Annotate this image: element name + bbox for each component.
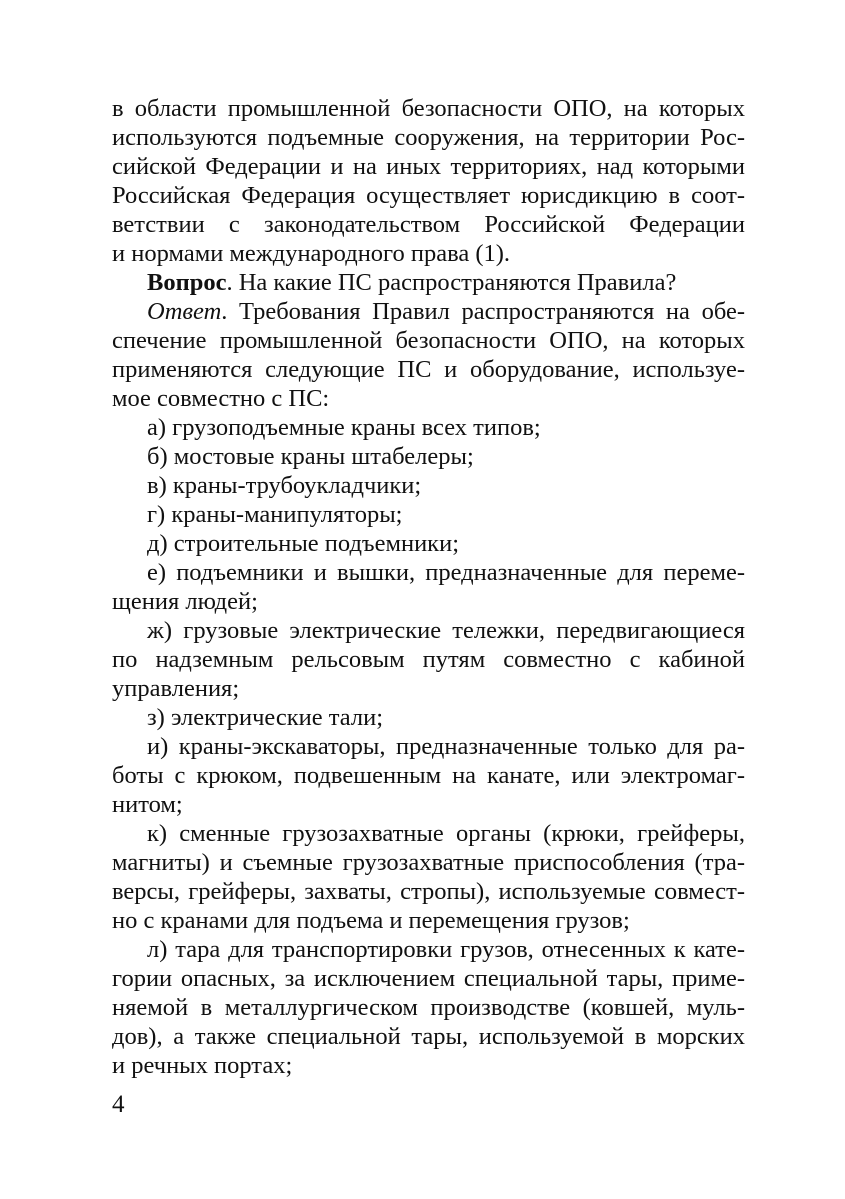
text-line: сийской Федерации и на иных территориях, над которыми — [112, 153, 745, 180]
list-item-k — [112, 819, 745, 935]
list-item-a — [112, 413, 745, 442]
question-label: Вопрос — [147, 269, 227, 296]
text-line: а) грузоподъемные краны всех типов; — [147, 414, 541, 441]
text-line: и) краны-экскаваторы, предназначенные только для ра- — [147, 733, 745, 760]
text-line: в области промышленной безопасности ОПО, на которых — [112, 95, 745, 122]
text-line: используются подъемные сооружения, на территории Рос- — [112, 124, 745, 151]
text-line — [112, 297, 745, 326]
answer-label: Ответ — [147, 298, 222, 325]
list-item-b — [112, 442, 745, 471]
text-line: г) краны-манипуляторы; — [147, 501, 403, 528]
intro-paragraph — [112, 94, 745, 268]
text-line: боты с крюком, подвешенным на канате, или электромаг- — [112, 762, 745, 789]
text-line: к) сменные грузозахватные органы (крюки, грейферы, — [147, 820, 745, 847]
list-item-z — [112, 703, 745, 732]
text-line: д) строительные подъемники; — [147, 530, 460, 557]
text-line: з) электрические тали; — [147, 704, 384, 731]
text-line: Российская Федерация осуществляет юрисдикцию в соот- — [112, 182, 745, 209]
text-line: по надземным рельсовым путям совместно с кабиной — [112, 646, 745, 673]
list-item-l — [112, 935, 745, 1080]
question-text: . На какие ПС распространяются Правила? — [226, 269, 677, 296]
text-line: дов), а также специальной тары, используемой в морских — [112, 1023, 745, 1050]
text-line: ветствии с законодательством Российской Федерации — [112, 211, 745, 238]
page-number: 4 — [112, 1091, 125, 1118]
text-line: спечение промышленной безопасности ОПО, на которых — [112, 327, 745, 354]
list-item-g — [112, 500, 745, 529]
question-paragraph — [112, 268, 745, 297]
answer-text: . Требования Правил распространяются на обе- — [221, 298, 745, 325]
text-line: е) подъемники и вышки, предназначенные для переме- — [147, 559, 745, 586]
text-line: ж) грузовые электрические тележки, передвигающиеся — [147, 617, 745, 644]
text-line: щения людей; — [112, 588, 258, 615]
text-line: няемой в металлургическом производстве (ковшей, муль- — [112, 994, 745, 1021]
text-line: управления; — [112, 675, 240, 702]
text-line: б) мостовые краны штабелеры; — [147, 443, 474, 470]
text-line — [112, 268, 745, 297]
text-line: магниты) и съемные грузозахватные приспособления (тра- — [112, 849, 745, 876]
text-line: версы, грейферы, захваты, стропы), используемые совмест- — [112, 878, 745, 905]
list-item-i — [112, 732, 745, 819]
text-line: нитом; — [112, 791, 183, 818]
text-line: и речных портах; — [112, 1052, 293, 1079]
page-text — [112, 94, 745, 1080]
text-line: л) тара для транспортировки грузов, отнесенных к кате- — [147, 936, 745, 963]
list-item-v — [112, 471, 745, 500]
list-item-e — [112, 558, 745, 616]
list-item-zh — [112, 616, 745, 703]
text-line: в) краны-трубоукладчики; — [147, 472, 422, 499]
text-line: мое совместно с ПС: — [112, 385, 330, 412]
text-line: но с кранами для подъема и перемещения грузов; — [112, 907, 630, 934]
list-item-d — [112, 529, 745, 558]
text-line: гории опасных, за исключением специальной тары, приме- — [112, 965, 745, 992]
answer-paragraph — [112, 297, 745, 413]
text-line: и нормами международного права (1). — [112, 240, 511, 267]
text-line: применяются следующие ПС и оборудование, используе- — [112, 356, 745, 383]
